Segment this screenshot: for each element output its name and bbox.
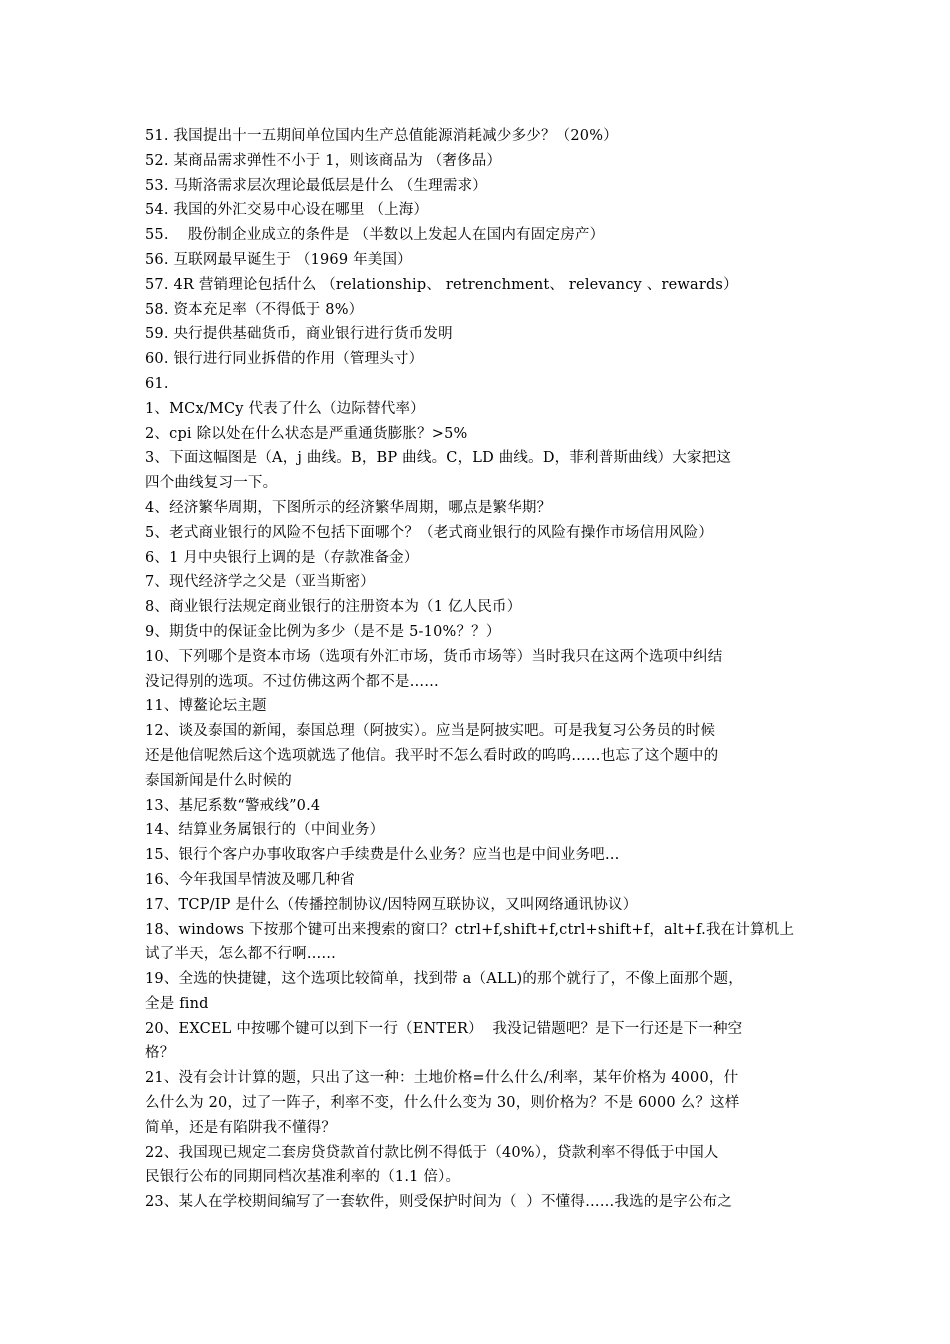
document-line: 没记得别的选项。不过仿佛这两个都不是…… (145, 673, 439, 690)
document-line: 61. (145, 375, 169, 392)
document-line: 17、TCP/IP 是什么（传播控制协议/因特网互联协议，又叫网络通讯协议） (145, 896, 638, 913)
document-line: 55. 股份制企业成立的条件是 （半数以上发起人在国内有固定房产） (145, 227, 605, 244)
document-line: 2、cpi 除以处在什么状态是严重通货膨胀？>5% (145, 425, 468, 442)
document-line: 12、谈及泰国的新闻，泰国总理（阿披实）。应当是阿披实吧。可是我复习公务员的时候 (145, 723, 716, 740)
document-line: 民银行公布的同期同档次基准利率的（1.1 倍）。 (145, 1169, 461, 1186)
document-line: 四个曲线复习一下。 (145, 475, 278, 492)
document-line: 56. 互联网最早诞生于 （1969 年美国） (145, 251, 412, 268)
document-line: 20、EXCEL 中按哪个键可以到下一行（ENTER） 我没记错题吧？是下一行还是下一种空 (145, 1020, 743, 1037)
document-line: 格？ (145, 1045, 175, 1062)
document-line: 简单，还是有陷阱我不懂得？ (145, 1119, 337, 1136)
document-line: 么什么为 20，过了一阵子，利率不变，什么什么变为 30，则价格为？不是 6000 么？这样 (145, 1095, 740, 1112)
document-line: 1、MCx/MCy 代表了什么（边际替代率） (145, 400, 425, 417)
document-line: 13、基尼系数“警戒线”0.4 (145, 797, 321, 814)
document-line: 3、下面这幅图是（A，j 曲线。B，BP 曲线。C，LD 曲线。D，菲利普斯曲线）大家把这 (145, 450, 732, 467)
document-line: 58. 资本充足率（不得低于 8%） (145, 301, 364, 318)
document-line: 57. 4R 营销理论包括什么 （relationship、 retrenchment、 relevancy 、rewards） (145, 276, 738, 293)
document-line: 51. 我国提出十一五期间单位国内生产总值能源消耗减少多少？（20%） (145, 128, 618, 144)
document-line: 11、博鳌论坛主题 (145, 698, 267, 715)
document-line: 54. 我国的外汇交易中心设在哪里 （上海） (145, 202, 429, 219)
document-line: 53. 马斯洛需求层次理论最低层是什么 （生理需求） (145, 177, 487, 194)
document-line: 22、我国现已规定二套房贷贷款首付款比例不得低于（40%），贷款利率不得低于中国人 (145, 1144, 719, 1161)
document-line: 23、某人在学校期间编写了一套软件，则受保护时间为（ ）不懂得……我选的是字公布之 (145, 1194, 733, 1211)
document-line: 8、商业银行法规定商业银行的注册资本为（1 亿人民币） (145, 599, 522, 616)
document-line: 9、期货中的保证金比例为多少（是不是 5-10%？？） (145, 623, 501, 640)
document-line: 16、今年我国旱情波及哪几种省 (145, 871, 355, 888)
document-line: 泰国新闻是什么时候的 (145, 772, 292, 789)
document-line: 18、windows 下按那个键可出来搜索的窗口？ctrl+f,shift+f,ctrl+shift+f，alt+f.我在计算机上 (145, 921, 795, 938)
document-body (145, 124, 817, 1215)
document-line: 15、银行个客户办事收取客户手续费是什么业务？应当也是中间业务吧… (145, 847, 620, 864)
document-line: 试了半天，怎么都不行啊…… (145, 946, 337, 963)
document-line: 14、结算业务属银行的（中间业务） (145, 822, 385, 839)
document-line: 19、全选的快捷键，这个选项比较简单，找到带 a（ALL)的那个就行了，不像上面那个题， (145, 971, 743, 988)
document-line: 全是 find (145, 995, 209, 1012)
document-line: 10、下列哪个是资本市场（选项有外汇市场，货币市场等）当时我只在这两个选项中纠结 (145, 648, 723, 665)
document-line: 还是他信呢然后这个选项就选了他信。我平时不怎么看时政的呜呜……也忘了这个题中的 (145, 747, 719, 764)
document-line: 7、现代经济学之父是（亚当斯密） (145, 574, 375, 591)
document-line: 60. 银行进行同业拆借的作用（管理头寸） (145, 351, 424, 368)
document-line: 5、老式商业银行的风险不包括下面哪个？（老式商业银行的风险有操作市场信用风险） (145, 524, 714, 541)
document-line: 52. 某商品需求弹性不小于 1，则该商品为 （奢侈品） (145, 152, 502, 169)
document-line: 4、经济繁华周期，下图所示的经济繁华周期，哪点是繁华期？ (145, 499, 552, 516)
document-line: 6、1 月中央银行上调的是（存款准备金） (145, 549, 419, 566)
document-line: 59. 央行提供基础货币，商业银行进行货币发明 (145, 326, 453, 343)
document-line: 21、没有会计计算的题，只出了这一种：土地价格=什么什么/利率，某年价格为 4000，什 (145, 1070, 739, 1087)
